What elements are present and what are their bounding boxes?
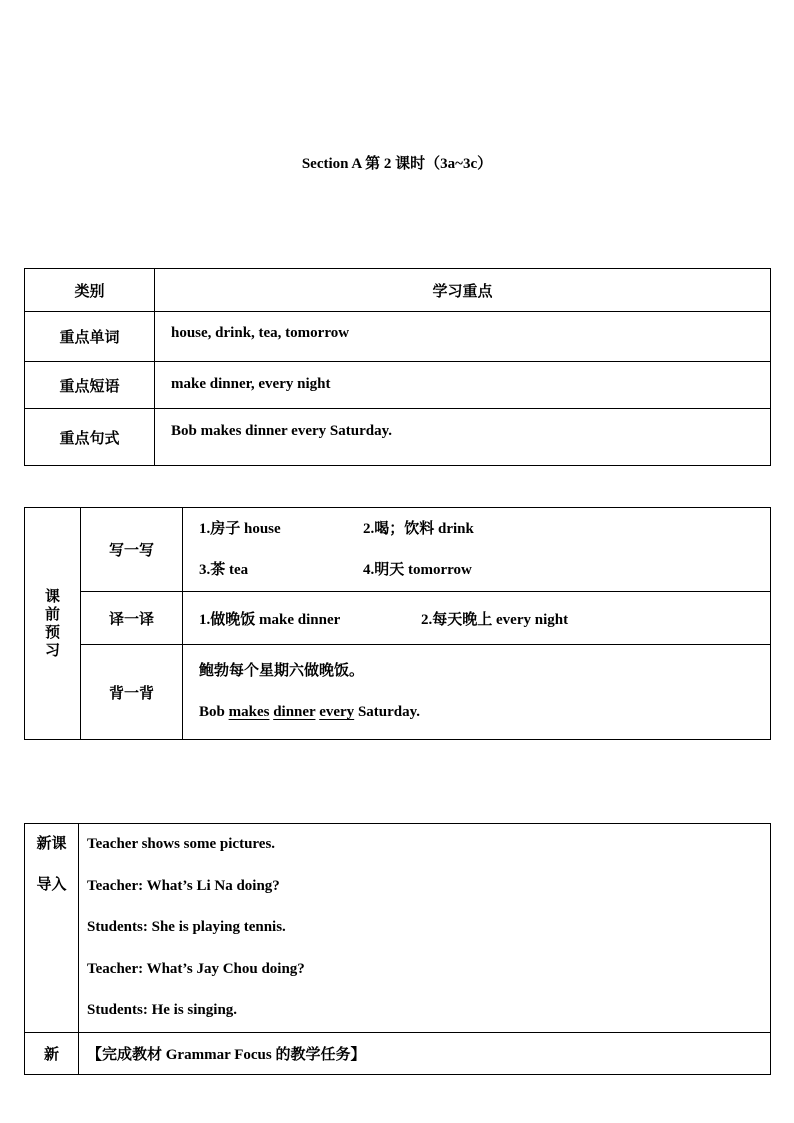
- translate-item-1: 1.做晚饭 make dinner: [199, 611, 341, 628]
- blank-word: makes: [228, 704, 270, 720]
- table-row: [25, 645, 771, 740]
- category-header: 类别: [25, 269, 155, 312]
- write-item-3: 3.茶 tea: [199, 561, 249, 578]
- preview-table: [24, 507, 771, 740]
- table-row: [25, 592, 771, 645]
- dialogue-line: Students: She is playing tennis.: [87, 919, 286, 936]
- key-points-header: 学习重点: [155, 269, 771, 312]
- side-char: 课: [44, 588, 60, 605]
- blank-word: dinner: [273, 704, 316, 720]
- row-content-phrases: make dinner, every night: [155, 362, 771, 409]
- row-label-phrases: 重点短语: [25, 362, 155, 409]
- page-title: Section A 第 2 课时（3a~3c）: [301, 156, 493, 172]
- sentence-word: Saturday.: [357, 704, 421, 720]
- table-row: [25, 362, 771, 409]
- table-row: [25, 508, 771, 592]
- new-side-label: 新: [25, 1033, 79, 1075]
- row-label-words: 重点单词: [25, 312, 155, 362]
- recite-chinese: 鲍勃每个星期六做晚饭。: [199, 663, 365, 679]
- dialogue-line: Teacher: What’s Li Na doing?: [87, 877, 280, 894]
- recite-label: 背一背: [81, 645, 183, 740]
- dialogue-line: Teacher: What’s Jay Chou doing?: [87, 960, 305, 977]
- intro-side-label: [25, 824, 79, 1033]
- write-item-4: 4.明天 tomorrow: [363, 561, 472, 578]
- lesson-intro-table: [24, 823, 771, 1075]
- row-content-sentences: Bob makes dinner every Saturday.: [155, 409, 771, 466]
- row-content-words: house, drink, tea, tomorrow: [155, 312, 771, 362]
- preview-side-label: [25, 508, 81, 740]
- side-char: 前: [44, 606, 60, 623]
- table-row: [25, 312, 771, 362]
- table-row: [25, 824, 771, 1033]
- table-row: [25, 269, 771, 312]
- table-row: [25, 1033, 771, 1075]
- write-label: 写一写: [81, 508, 183, 592]
- sentence-word: Bob: [199, 704, 225, 720]
- table-row: [25, 409, 771, 466]
- side-text: 新课: [36, 836, 67, 852]
- translate-item-2: 2.每天晚上 every night: [421, 611, 569, 628]
- blank-word: every: [319, 704, 355, 720]
- row-label-sentences: 重点句式: [25, 409, 155, 466]
- dialogue-line: Students: He is singing.: [87, 1002, 238, 1019]
- side-char: 习: [44, 642, 60, 659]
- write-item-1: 1.房子 house: [199, 520, 281, 537]
- intro-dialogue: [79, 824, 771, 1033]
- translate-content: [183, 592, 771, 645]
- write-content: [183, 508, 771, 592]
- dialogue-line: Teacher shows some pictures.: [87, 836, 276, 852]
- side-text: 导入: [36, 877, 67, 893]
- side-char: 预: [44, 624, 60, 641]
- write-item-2: 2.喝；饮料 drink: [363, 520, 474, 537]
- key-points-table: [24, 268, 771, 466]
- recite-sentence: [199, 692, 770, 733]
- task-text: 【完成教材 Grammar Focus 的教学任务】: [79, 1033, 771, 1075]
- recite-content: [183, 645, 771, 740]
- translate-label: 译一译: [81, 592, 183, 645]
